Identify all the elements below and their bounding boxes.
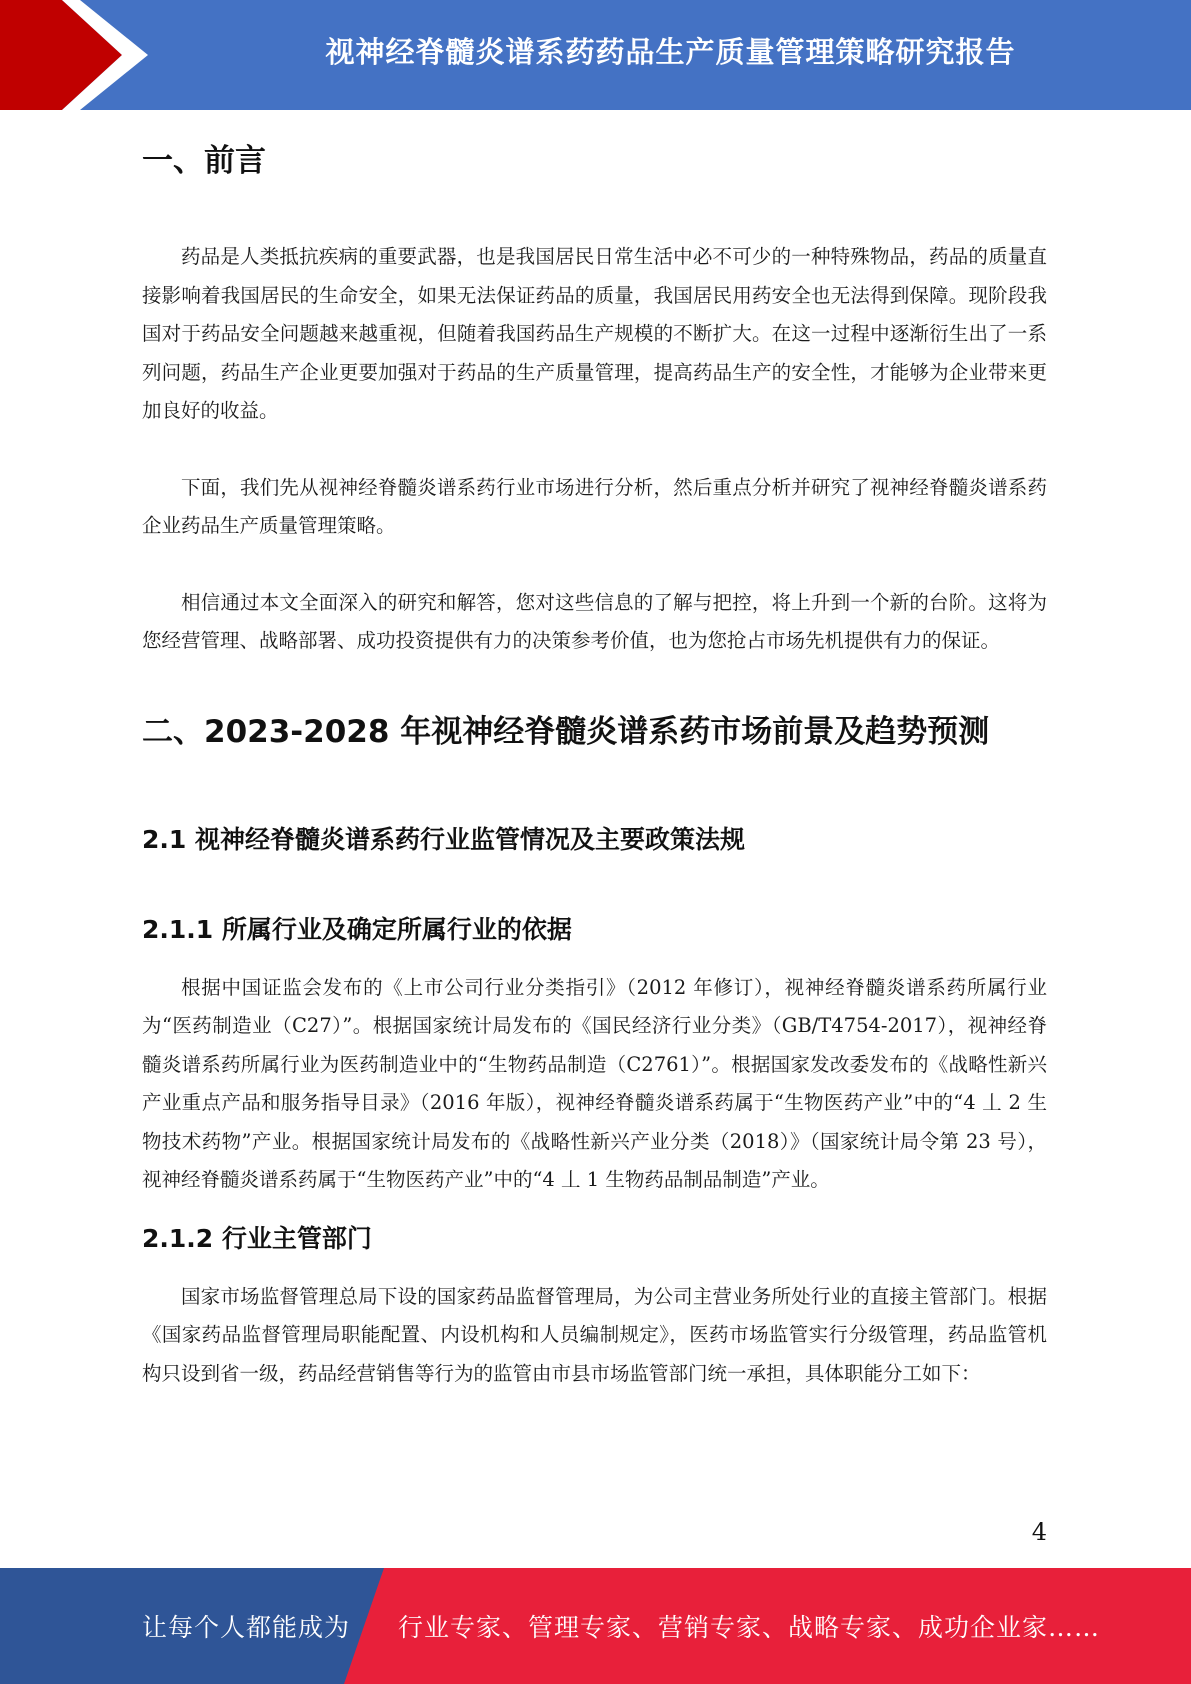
footer-slogan-left: 让每个人都能成为 — [142, 1613, 351, 1642]
section-heading-preface: 一、前言 — [142, 143, 266, 179]
preface-paragraph-2: 下面，我们先从视神经脊髓炎谱系药行业市场进行分析，然后重点分析并研究了视神经脊髓炎谱系药企业药品生产质量管理策略。 — [142, 475, 1047, 537]
industry-basis-paragraph: 根据中国证监会发布的《上市公司行业分类指引》（2012 年修订），视神经脊髓炎谱系药所属行业为“医药制造业（C27）”。根据国家统计局发布的《国民经济行业分类》（GB/T4754-2017），视神经脊髓炎谱系药所属行业为医药制造业中的“生物药品制造（C2761）”。根据国家发改委发布的《战略性新兴产业重点产品和服务指导目录》（2016 年版），视神经脊髓炎谱系药属于“生物医药产业”中的“4 丄 2 生物技术药物”产业。根据国家统计局发布的《战略性新兴产业分类（2018）》（国家统计局令第 23 号），视神经脊髓炎谱系药属于“生物医药产业”中的“4 丄 1 生物药品制品制造”产业。 — [142, 975, 1047, 1191]
page-number: 4 — [1031, 1518, 1047, 1546]
section-heading-market-outlook: 二、2023-2028 年视神经脊髓炎谱系药市场前景及趋势预测 — [142, 713, 990, 750]
page-footer — [0, 1568, 1191, 1684]
subsection-heading-2-1: 2.1 视神经脊髓炎谱系药行业监管情况及主要政策法规 — [142, 824, 745, 854]
subsection-heading-2-1-1: 2.1.1 所属行业及确定所属行业的依据 — [142, 914, 572, 944]
footer-slogan-right: 行业专家、管理专家、营销专家、战略专家、成功企业家…… — [398, 1613, 1101, 1642]
document-title: 视神经脊髓炎谱系药药品生产质量管理策略研究报告 — [325, 34, 1016, 69]
document-body — [142, 130, 1047, 1393]
page-header — [0, 0, 1191, 110]
preface-paragraph-1: 药品是人类抵抗疾病的重要武器，也是我国居民日常生活中必不可少的一种特殊物品，药品的质量直接影响着我国居民的生命安全，如果无法保证药品的质量，我国居民用药安全也无法得到保障。现阶段我国对于药品安全问题越来越重视，但随着我国药品生产规模的不断扩大。在这一过程中逐渐衍生出了一系列问题，药品生产企业更要加强对于药品的生产质量管理，提高药品生产的安全性，才能够为企业带来更加良好的收益。 — [142, 245, 1047, 422]
preface-paragraph-3: 相信通过本文全面深入的研究和解答，您对这些信息的了解与把控，将上升到一个新的台阶。这将为您经营管理、战略部署、成功投资提供有力的决策参考价值，也为您抢占市场先机提供有力的保证。 — [142, 590, 1047, 652]
subsection-heading-2-1-2: 2.1.2 行业主管部门 — [142, 1223, 372, 1253]
regulator-paragraph: 国家市场监督管理总局下设的国家药品监督管理局，为公司主营业务所处行业的直接主管部门。根据《国家药品监督管理局职能配置、内设机构和人员编制规定》，医药市场监管实行分级管理，药品监管机构只设到省一级，药品经营销售等行为的监管由市县市场监管部门统一承担，具体职能分工如下： — [142, 1284, 1047, 1385]
